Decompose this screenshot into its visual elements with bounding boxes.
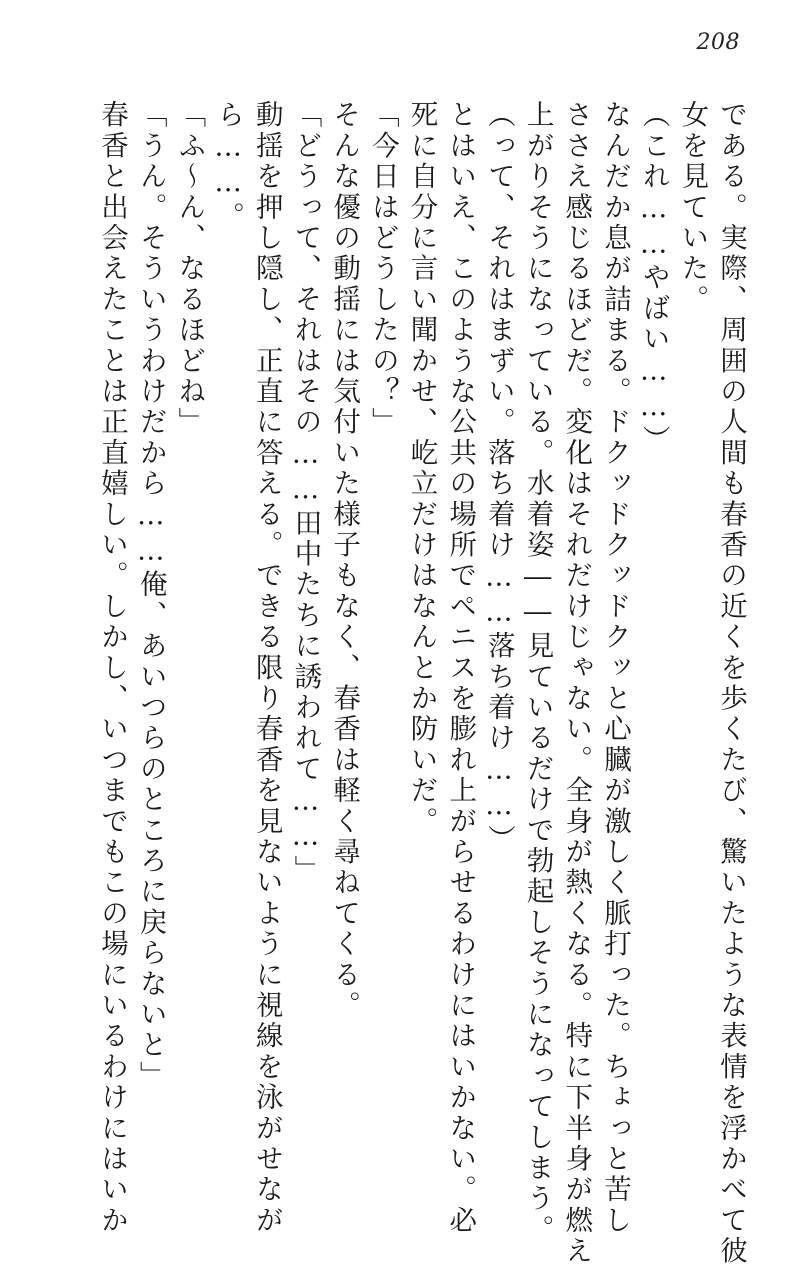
text-line: （って、それはまずい。落ち着け……落ち着け……） (482, 100, 515, 855)
text-line: 「どうって、それはその……田中たちに誘われて……」 (289, 100, 322, 886)
text-line: 上がりそうになっている。水着姿――見ているだけで勃起しそうになってしまう。 (521, 100, 554, 1245)
vertical-text-body (40, 100, 750, 1267)
text-line: ささえ感じるほどだ。変化はそれだけじゃない。全身が熱くなる。特に下半身が燃え (560, 100, 593, 1267)
page-number: 208 (696, 30, 740, 55)
text-line: ら……。 (212, 100, 245, 232)
text-line: 死に自分に言い聞かせ、屹立だけはなんとか防いだ。 (405, 100, 438, 837)
text-line: 春香と出会えたことは正直嬉しい。しかし、いつまでもこの場にいるわけにはいか (96, 100, 128, 1236)
text-line: とはいえ、このような公共の場所でペニスを膨れ上がらせるわけにはいかない。必 (444, 100, 477, 1236)
text-line: 「うん。そういうわけだから……俺、あいつらのところに戻らないと」 (134, 100, 167, 1092)
text-line: そんな優の動揺には気付いた様子もなく、春香は軽く尋ねてくる。 (328, 100, 361, 1021)
text-line: 女を見ていた。 (676, 100, 709, 315)
text-line: 「ふ～ん、なるほどね」 (173, 100, 206, 438)
text-line: （これ……やばい……） (637, 100, 670, 456)
text-line: なんだか息が詰まる。ドクッドクッドクッと心臓が激しく脈打った。ちょっと苦し (598, 100, 631, 1236)
text-line: である。実際、周囲の人間も春香の近くを歩くたび、驚いたような表情を浮かべて彼 (715, 100, 747, 1267)
text-line: 動揺を押し隠し、正直に答える。できる限り春香を見ないように視線を泳がせなが (250, 100, 283, 1236)
text-line: 「今日はどうしたの？」 (366, 100, 399, 438)
